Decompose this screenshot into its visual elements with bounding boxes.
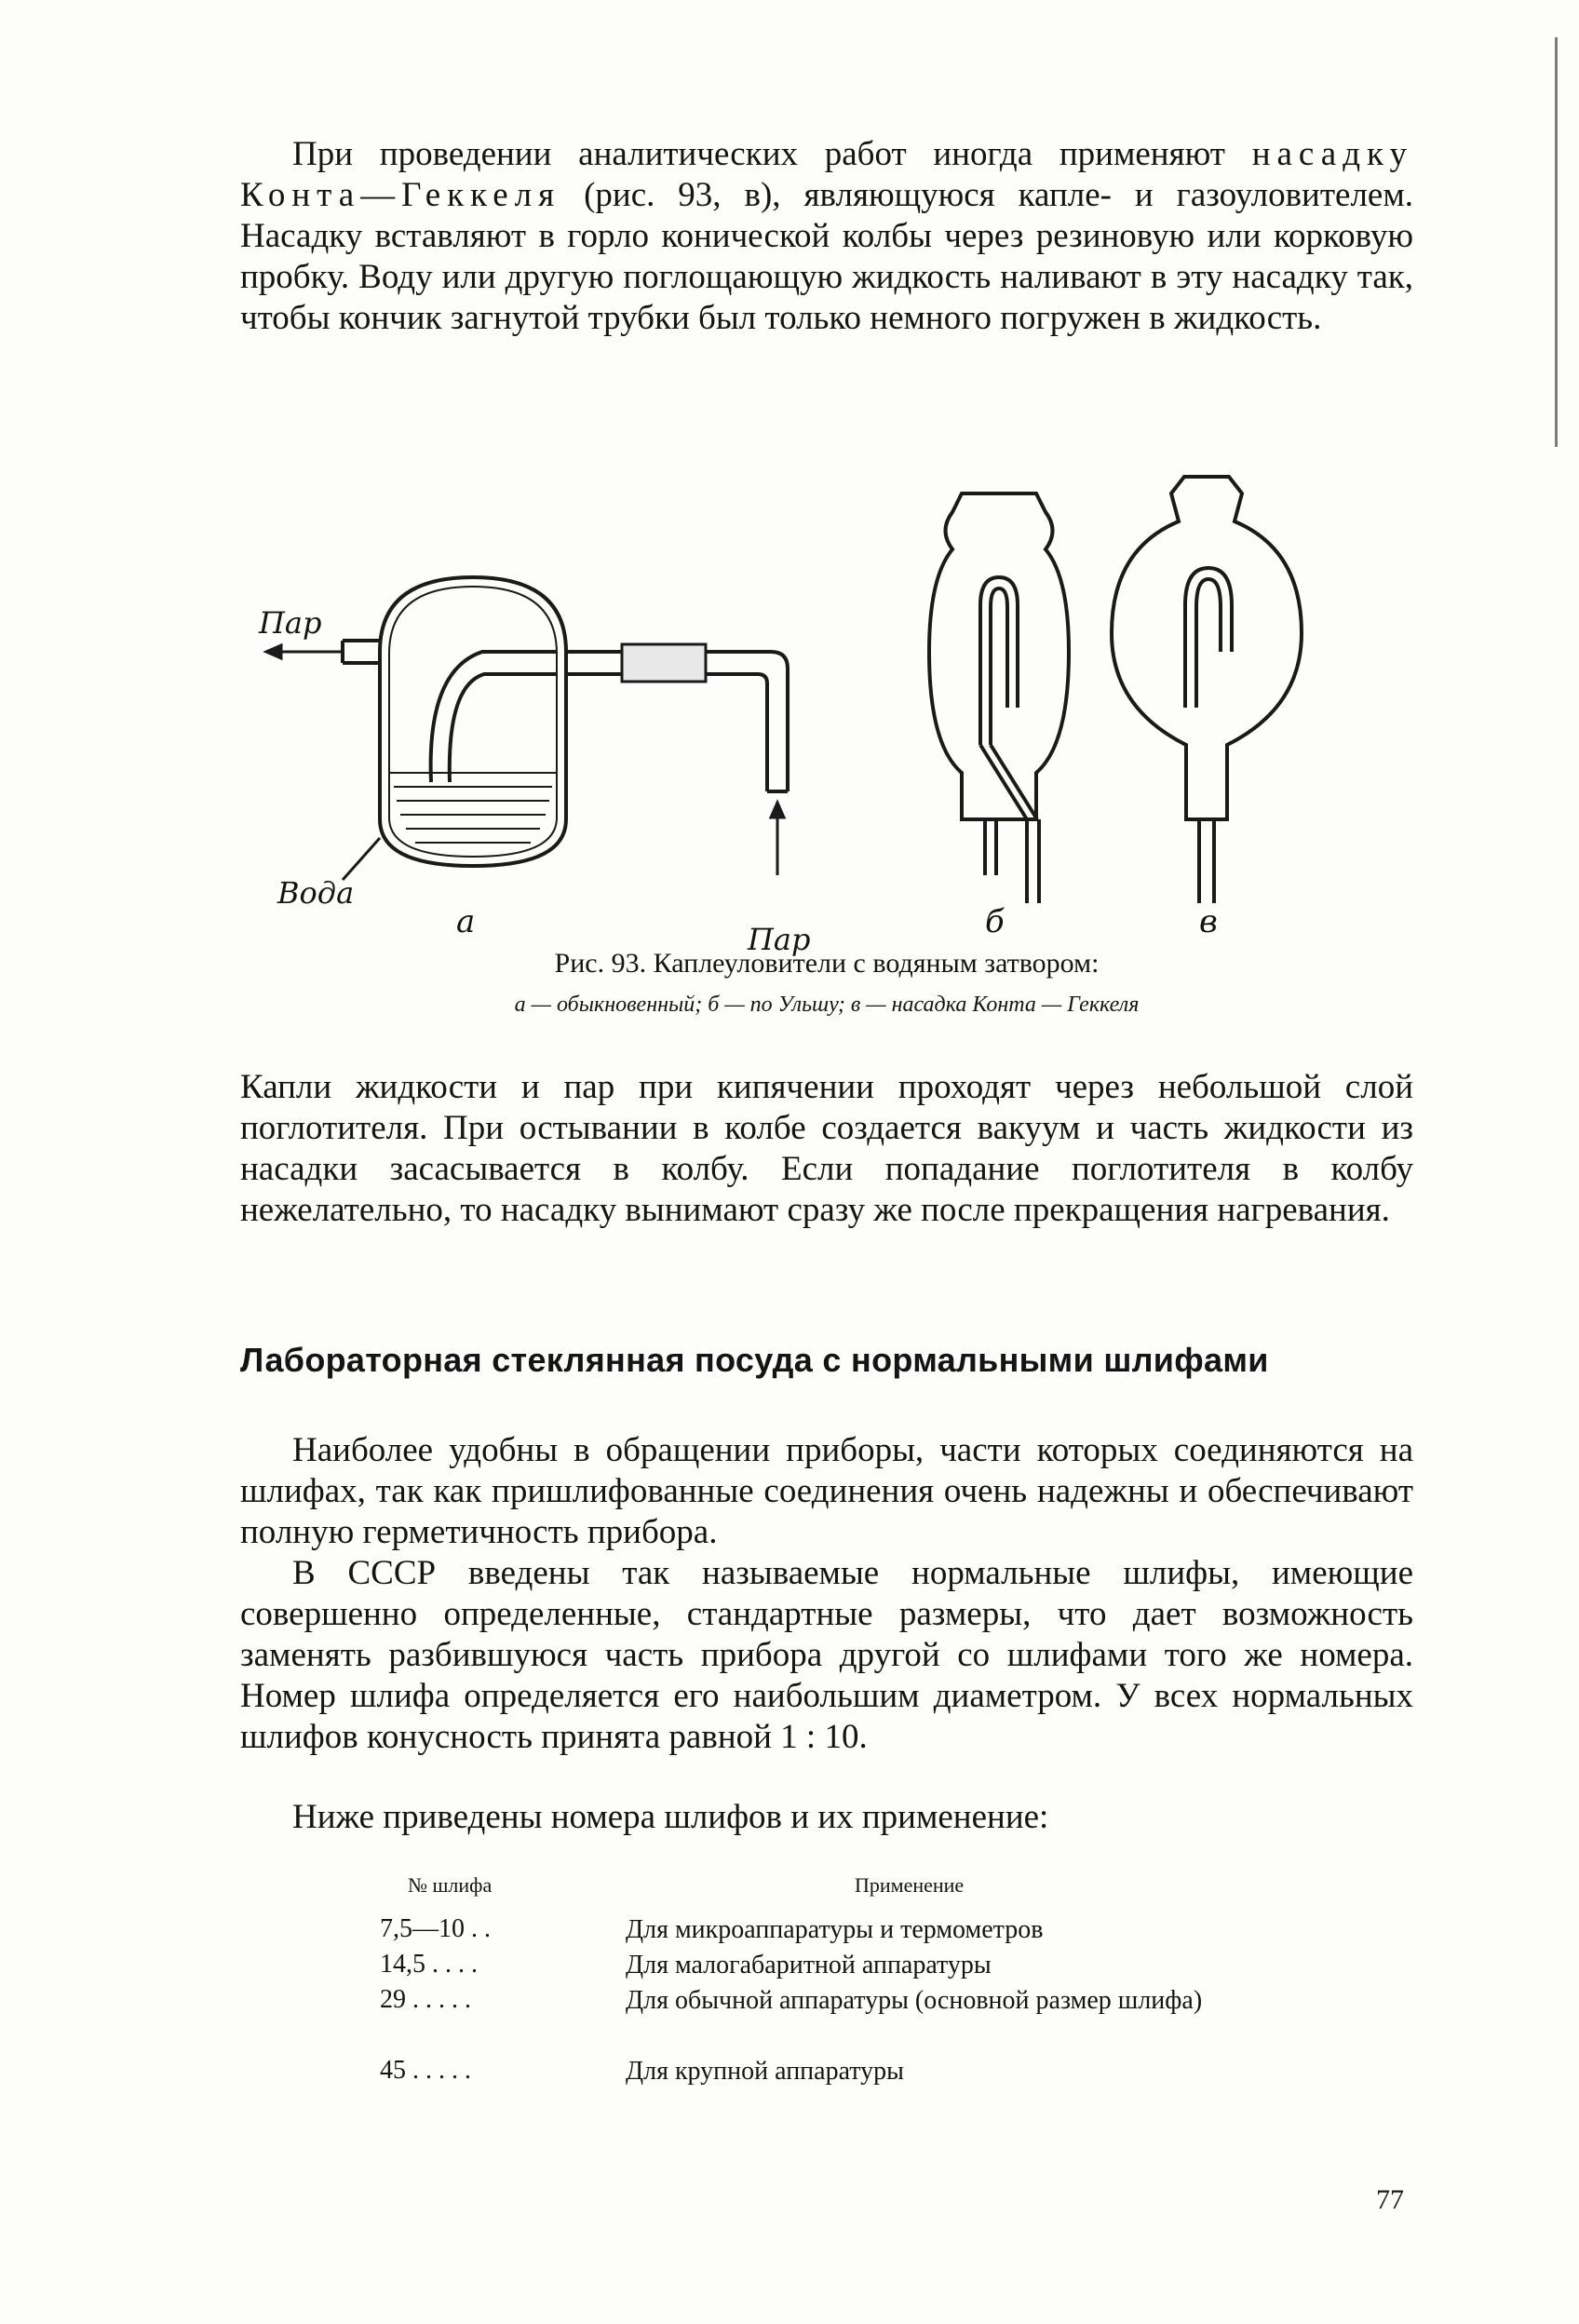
- page-number: 77: [1376, 2184, 1404, 2215]
- label-v: в: [1199, 903, 1218, 940]
- figure-93: [240, 466, 1413, 957]
- drop-catcher-v: [1112, 477, 1302, 903]
- paragraph-1: [240, 134, 1413, 339]
- drop-catcher-b: [929, 493, 1069, 903]
- table-cell-number: 14,5 . . . .: [380, 1950, 478, 1979]
- label-steam-out: Пар: [259, 605, 322, 641]
- figure-caption-legend: а — обыкновенный; б — по Ульшу; в — насадка Конта — Геккеля: [514, 993, 1140, 1017]
- label-a: а: [456, 903, 476, 940]
- water-level: [389, 773, 557, 843]
- label-steam-in: Пар: [748, 922, 811, 957]
- table-cell-number: 45 . . . . .: [380, 2056, 471, 2085]
- paragraph-5: Ниже приведены номера шлифов и их применение:: [292, 1798, 1049, 1836]
- paragraph-4: В СССР введены так называемые нормальные шлифы, имеющие совершенно определенные, стандартные размеры, что дает возможность заменять разбившуюся часть прибора другой со шлифами того же номера. Номер шлифа определяется его наибольшим диаметром. У всех нормальных шлифов конусность принята равной 1 : 10.: [240, 1554, 1413, 1756]
- paragraph-1-lead: При проведении аналитических работ иногда применяют: [292, 135, 1225, 173]
- figure-caption-title: Рис. 93. Каплеуловители с водяным затвором:: [554, 948, 1100, 979]
- table-header-number: № шлифа: [408, 1873, 493, 1897]
- paragraph-1-spaced-name: насадку Конта—Геккеля: [240, 135, 1413, 214]
- section-heading: Лабораторная стеклянная посуда с нормальными шлифами: [240, 1341, 1269, 1379]
- scan-margin-line: [1555, 37, 1558, 447]
- drop-catcher-a: [343, 577, 788, 866]
- table-cell-use: Для обычной аппаратуры (основной размер шлифа): [626, 1986, 1203, 2015]
- paragraph-2: Капли жидкости и пар при кипячении проходят через небольшой слой поглотителя. При остывании в колбе создается вакуум и часть жидкости из насадки засасывается в колбу. Если попадание поглотителя в колбу нежелательно, то насадку вынимают сразу же после прекращения нагревания.: [240, 1068, 1413, 1229]
- table-header-use: Применение: [855, 1873, 965, 1897]
- figure-93-drawing: [240, 466, 1413, 950]
- table-cell-use: Для крупной аппаратуры: [626, 2057, 904, 2086]
- table-cell-number: 29 . . . . .: [380, 1985, 471, 2014]
- table-cell-number: 7,5—10 . .: [380, 1914, 491, 1943]
- paragraph-3: Наиболее удобны в обращении приборы, части которых соединяются на шлифах, так как пришлифованные соединения очень надежны и обеспечивают полную герметичность прибора.: [240, 1431, 1413, 1551]
- table-cell-use: Для микроаппаратуры и термометров: [626, 1915, 1044, 1944]
- paragraph-1-rest: (рис. 93, в), являющуюся капле- и газоуловителем. Насадку вставляют в горло конической колбы через резиновую или корковую пробку. Воду или другую поглощающую жидкость наливают в эту насадку так, чтобы кончик загнутой трубки был только немного погружен в жидкость.: [240, 176, 1413, 337]
- label-water: Вода: [277, 875, 355, 911]
- table-cell-use: Для малогабаритной аппаратуры: [626, 1951, 992, 1979]
- label-b: б: [985, 903, 1005, 940]
